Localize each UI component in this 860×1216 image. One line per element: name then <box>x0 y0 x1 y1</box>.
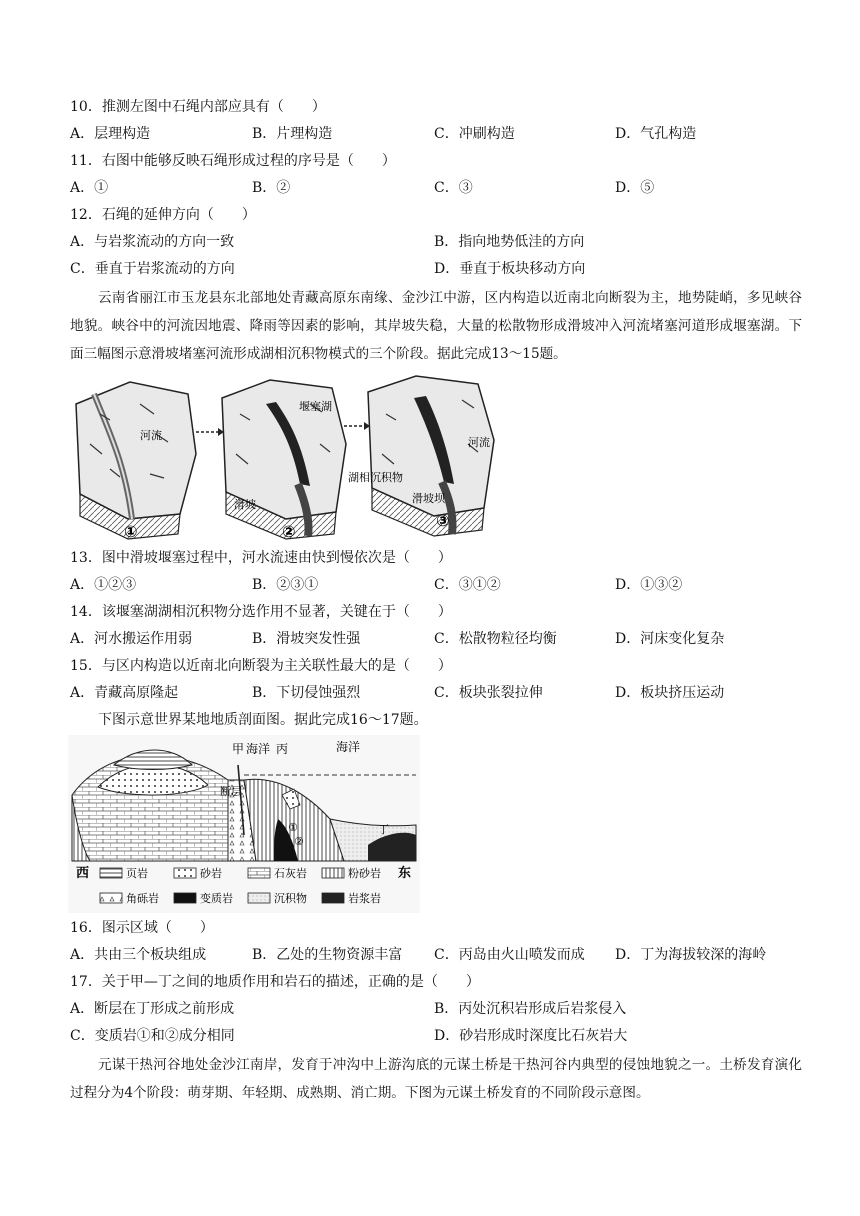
q10-option-a: A．层理构造 <box>70 126 151 142</box>
question-17-stem: 17．关于甲—丁之间的地质作用和岩石的描述，正确的是（ ） <box>70 974 480 990</box>
q16-option-c: C．丙岛由火山喷发而成 <box>434 947 585 963</box>
q11-option-b: B．② <box>252 180 291 196</box>
q11-option-d: D．⑤ <box>615 180 655 196</box>
sediment-label: 湖相沉积物 <box>348 471 403 484</box>
passage-yunnan: 云南省丽江市玉龙县东北部地处青藏高原东南缘、金沙江中游，区内构造以近南北向断裂为主，地势陡峭，多见峡谷地貌。峡谷中的河流因地震、降雨等因素的影响，其岸坡失稳，大量的松散物形成滑坡冲入河流堵塞河道形成堰塞湖。下面三幅图示意滑坡堵塞河流形成湖相沉积物模式的三个阶段。据此完成13～15题。 <box>70 290 802 362</box>
label-metamorphic-1: ① <box>288 821 298 834</box>
q15-option-b: B．下切侵蚀强烈 <box>252 685 361 701</box>
q17-option-a: A．断层在丁形成之前形成 <box>70 1001 235 1017</box>
q13-option-a: A．①②③ <box>70 577 137 593</box>
q10-option-c: C．冲刷构造 <box>434 126 515 142</box>
passage-geologic-section: 下图示意世界某地地质剖面图。据此完成16～17题。 <box>98 712 428 728</box>
label-ding: 丁 <box>378 823 389 836</box>
question-12-stem: 12．石绳的延伸方向（ ） <box>70 207 256 223</box>
legend-siltstone: 粉砂岩 <box>348 867 381 880</box>
river-label-1: 河流 <box>140 429 162 442</box>
question-10-stem: 10．推测左图中石绳内部应具有（ ） <box>70 99 326 115</box>
q15-option-c: C．板块张裂拉伸 <box>434 685 543 701</box>
panel-3-block <box>368 376 494 536</box>
panel-1-block <box>76 382 196 539</box>
label-west: 西 <box>76 866 90 881</box>
legend-swatch-metamorphic <box>174 893 196 903</box>
q14-option-b: B．滑坡突发性强 <box>252 631 361 647</box>
legend-breccia: 角砾岩 <box>126 892 159 905</box>
legend-swatch-magmatic <box>322 893 344 903</box>
label-fault: 断层 <box>220 785 242 798</box>
q13-option-d: D．①③② <box>615 577 683 593</box>
q16-option-a: A．共由三个板块组成 <box>70 947 207 963</box>
panel-number-2: ② <box>282 522 296 540</box>
question-14-stem: 14．该堰塞湖湖相沉积物分选作用不显著，关键在于（ ） <box>70 604 452 620</box>
passage-yuanmou: 元谋干热河谷地处金沙江南岸，发育于冲沟中上游沟底的元谋土桥是干热河谷内典型的侵蚀地貌之一。土桥发育演化过程分为4个阶段：萌芽期、年轻期、成熟期、消亡期。下图为元谋土桥发育的不同阶段示意图。 <box>70 1057 802 1101</box>
legend-limestone: 石灰岩 <box>274 867 307 880</box>
legend-magmatic: 岩浆岩 <box>348 892 381 905</box>
label-ocean-2: 海洋 <box>336 740 361 754</box>
q11-option-a: A．① <box>70 180 109 196</box>
question-15-stem: 15．与区内构造以近南北向断裂为主关联性最大的是（ ） <box>70 658 452 674</box>
legend-swatch-limestone <box>248 868 270 878</box>
legend-swatch-sediment <box>248 893 270 903</box>
question-11-stem: 11．右图中能够反映石绳形成过程的序号是（ ） <box>70 153 396 169</box>
q17-option-c: C．变质岩①和②成分相同 <box>70 1028 235 1044</box>
q15-option-d: D．板块挤压运动 <box>615 685 725 701</box>
q15-option-a: A．青藏高原隆起 <box>70 685 179 701</box>
legend-sandstone: 砂岩 <box>200 867 222 880</box>
label-ocean-1: 海洋 <box>246 742 271 756</box>
q17-option-d: D．砂岩形成时深度比石灰岩大 <box>434 1028 628 1044</box>
q17-option-b: B．丙处沉积岩形成后岩浆侵入 <box>434 1001 627 1017</box>
legend-swatch-breccia <box>100 893 122 903</box>
label-east: 东 <box>398 866 412 881</box>
panel-number-1: ① <box>124 522 138 540</box>
legend-swatch-shale <box>100 868 122 878</box>
q10-option-b: B．片理构造 <box>252 126 333 142</box>
question-16-stem: 16．图示区域（ ） <box>70 920 214 936</box>
q14-option-a: A．河水搬运作用弱 <box>70 631 193 647</box>
q16-option-d: D．丁为海拔较深的海岭 <box>615 947 767 963</box>
question-13-stem: 13．图中滑坡堰塞过程中，河水流速由快到慢依次是（ ） <box>70 550 452 566</box>
legend-swatch-sandstone <box>174 868 196 878</box>
q13-option-b: B．②③① <box>252 577 319 593</box>
q13-option-c: C．③①② <box>434 577 501 593</box>
geologic-section-figure <box>68 735 420 913</box>
lake-label: 堰塞湖 <box>299 400 332 413</box>
q11-option-c: C．③ <box>434 180 473 196</box>
q12-option-c: C．垂直于岩浆流动的方向 <box>70 261 235 277</box>
dam-label: 滑坡坝 <box>412 492 445 505</box>
legend-sediment: 沉积物 <box>274 892 307 905</box>
q10-option-d: D．气孔构造 <box>615 126 697 142</box>
q12-option-d: D．垂直于板块移动方向 <box>434 261 586 277</box>
q14-option-d: D．河床变化复杂 <box>615 631 725 647</box>
legend-swatch-siltstone <box>322 868 344 878</box>
label-jia: 甲 <box>232 742 245 756</box>
legend-shale: 页岩 <box>126 867 148 880</box>
legend-metamorphic: 变质岩 <box>200 892 233 905</box>
river-label-3: 河流 <box>468 436 490 449</box>
panel-number-3: ③ <box>436 511 450 530</box>
q16-option-b: B．乙处的生物资源丰富 <box>252 947 403 963</box>
label-bing: 丙 <box>276 742 289 756</box>
label-metamorphic-2: ② <box>294 835 304 848</box>
landslide-dam-figure <box>70 374 505 540</box>
q12-option-a: A．与岩浆流动的方向一致 <box>70 234 235 250</box>
q14-option-c: C．松散物粒径均衡 <box>434 631 557 647</box>
q12-option-b: B．指向地势低洼的方向 <box>434 234 585 250</box>
landslide-label: 滑坡 <box>234 498 256 511</box>
